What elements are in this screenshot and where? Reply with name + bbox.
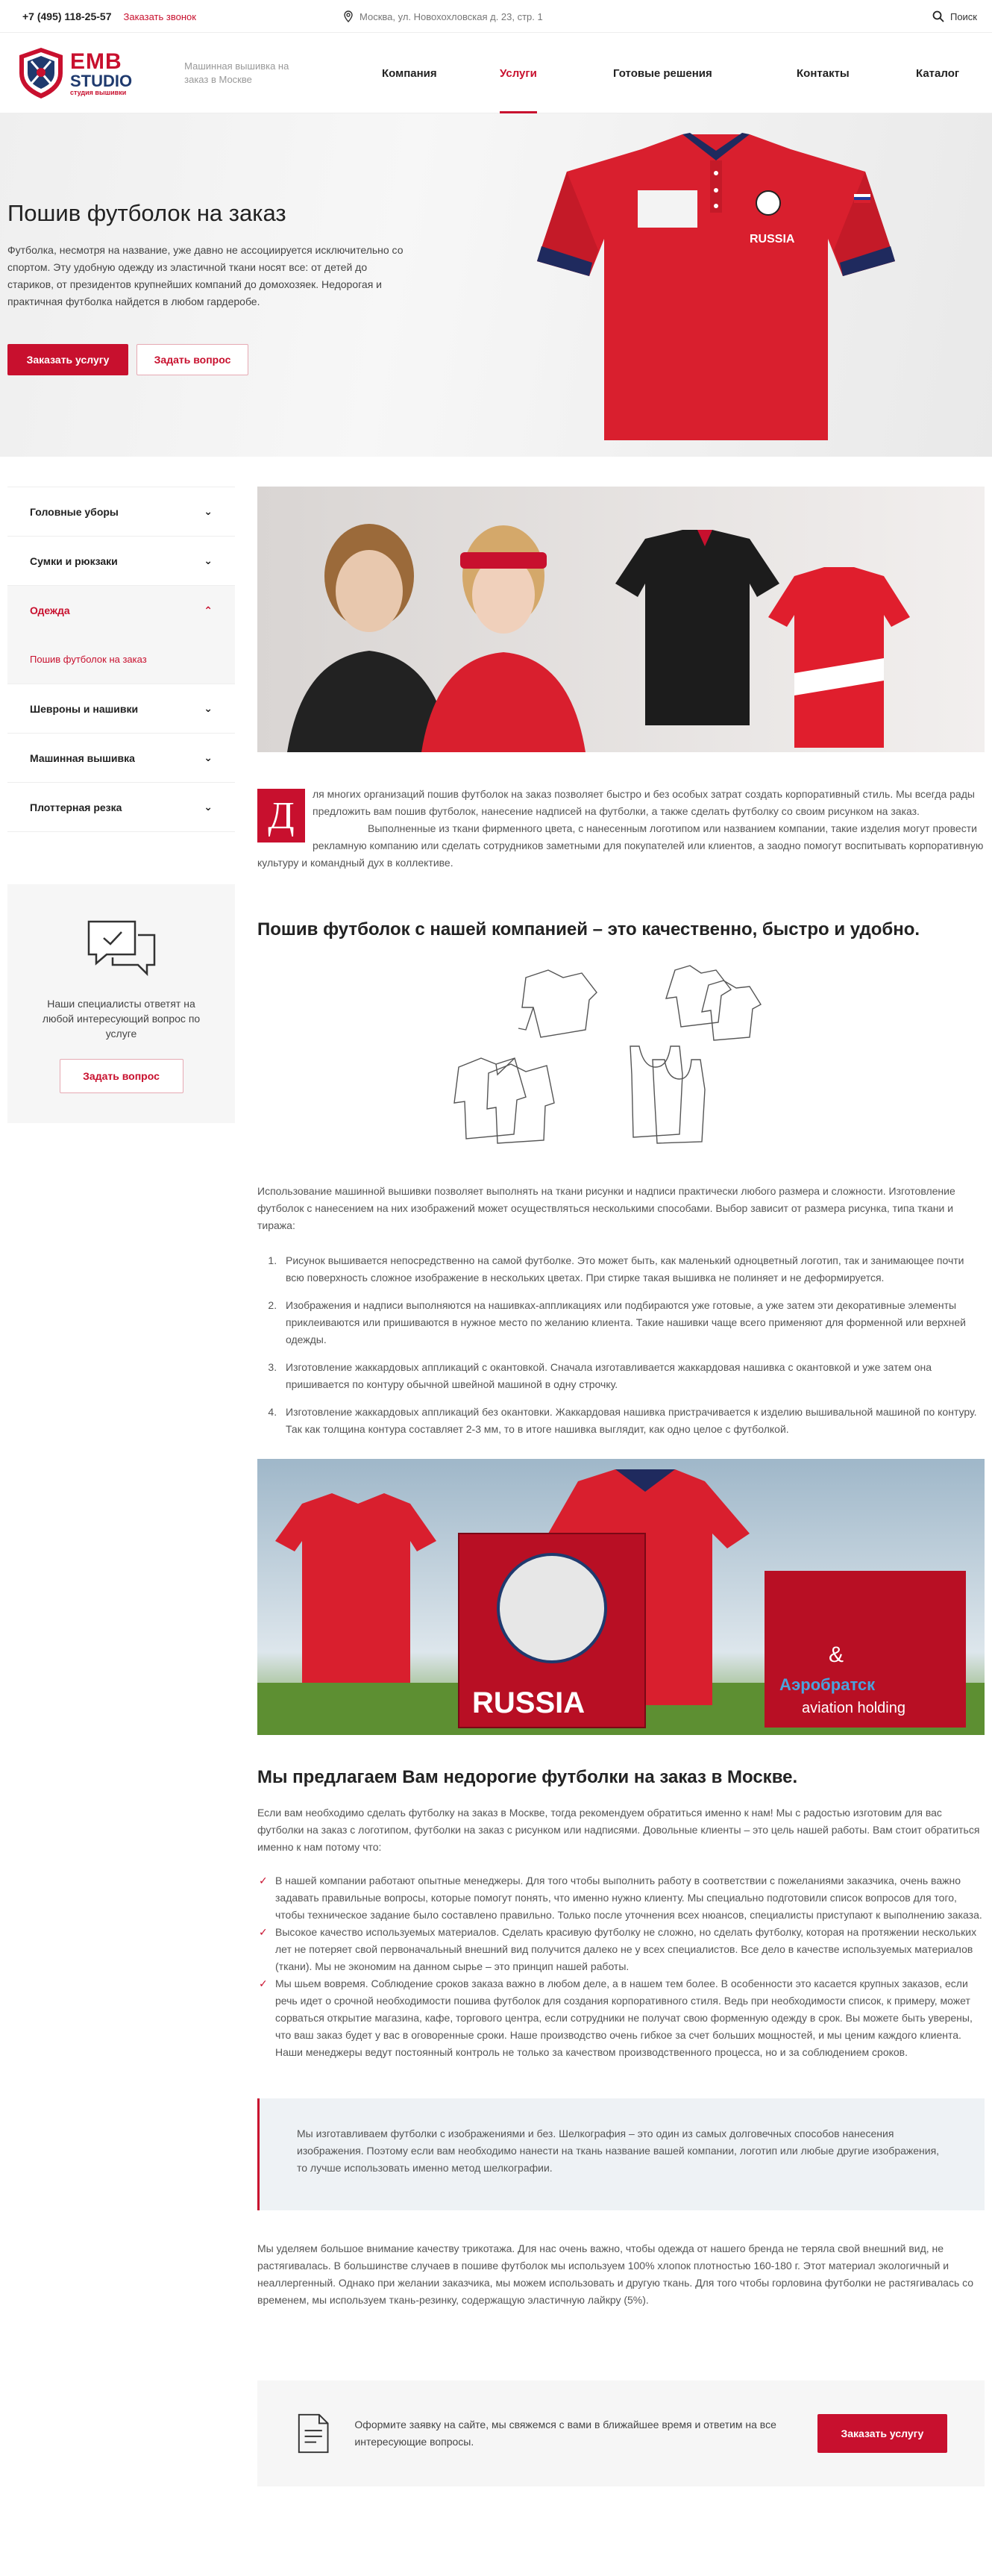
- chevron-down-icon: ⌄: [204, 554, 213, 566]
- nav-contacts[interactable]: Контакты: [797, 66, 850, 80]
- header: [0, 33, 992, 113]
- sidebar-item-bags[interactable]: [7, 537, 235, 586]
- logo-shield-icon: [16, 46, 66, 100]
- embroidery-examples-image: [257, 1459, 985, 1735]
- section-title-quality: Пошив футболок с нашей компанией – это качественно, быстро и удобно.: [257, 919, 920, 940]
- sidebar-item-patches[interactable]: [7, 684, 235, 734]
- banner-aero-text: Аэробратск: [779, 1675, 876, 1694]
- top-bar: [0, 0, 992, 33]
- section-title-offer: Мы предлагаем Вам недорогие футболки на заказ в Москве.: [257, 1767, 798, 1787]
- list-item: ✓ В нашей компании работают опытные менеджеры. Для того чтобы выполнить работу в соответствии с пожеланиями заказчика, очень важно задавать правильные вопросы, которые помогут понять, что именно нужно клиенту. Мы специально подготовили список вопросов для того, чтобы техническое задание было составлено правильно. Только после уточнения всех нюансов, специалисты приступают к выполнению заказа.: [257, 1872, 985, 1924]
- offer-paragraph: Если вам необходимо сделать футболку на заказ в Москве, тогда рекомендуем обратиться именно к нам! Мы с радостью изготовим для вас футболки на заказ с логотипом, футболки на заказ с рисунком или надписями. Довольные клиенты – это цель нашей работы. Вам стоит обратиться именно к нам потому что:: [257, 1807, 980, 1853]
- reasons-list: [257, 1872, 985, 2061]
- sidebar-item-embroidery[interactable]: [7, 734, 235, 783]
- help-text: Наши специалисты ответят на любой интересующий вопрос по услуге: [42, 998, 201, 1040]
- people-photo: [257, 487, 985, 752]
- address: [343, 10, 543, 22]
- sidebar-item-label: Шевроны и нашивки: [30, 702, 139, 715]
- hero-text: Футболка, несмотря на название, уже давно не ассоциируется исключительно со спортом. Эту удобную одежду из эластичной ткани носят все: от детей до стариков, от президентов крупнейших компаний до домохозяек. Недорогая и практичная футболка найдется в любом гардеробе.: [7, 244, 404, 307]
- callout-order-button[interactable]: Заказать услугу: [817, 2414, 947, 2453]
- logo-line-1: EMB: [70, 49, 122, 74]
- callout-text: Оформите заявку на сайте, мы свяжемся с вами в ближайшее время и ответим на все интересующие вопросы.: [354, 2419, 776, 2448]
- help-ask-button[interactable]: Задать вопрос: [60, 1059, 183, 1093]
- list-item: 1. Рисунок вышивается непосредственно на самой футболке. Это может быть, как маленький одноцветный логотип, так и занимающее почти всю поверхность сложное изображение в нескольких цветах. При стирке такая вышивка не полиняет и не деформируется.: [280, 1252, 985, 1287]
- sidebar-item-label: Одежда: [30, 604, 70, 616]
- main-area: [7, 457, 985, 2486]
- svg-text:RUSSIA: RUSSIA: [750, 233, 795, 246]
- sidebar-item-label: Головные уборы: [30, 505, 119, 518]
- order-service-button[interactable]: Заказать услугу: [7, 344, 128, 375]
- search-button[interactable]: [932, 10, 977, 22]
- logo-line-2: STUDIO: [70, 71, 133, 90]
- sidebar-item-clothing[interactable]: [7, 586, 235, 635]
- svg-text:&: &: [829, 1642, 844, 1667]
- sidebar-subitem-tshirts[interactable]: Пошив футболок на заказ: [7, 635, 235, 684]
- sidebar-item-headwear[interactable]: [7, 487, 235, 537]
- page-title: Пошив футболок на заказ: [7, 200, 286, 226]
- list-item: 2. Изображения и надписи выполняются на нашивках-аппликациях или подбираются уже готовые, а уже затем эти декоративные элементы приклеиваются или пришиваются в нужное место по желанию клиента. Такие нашивки чаще всего применяют для форменной или верхней одежды.: [280, 1297, 985, 1348]
- intro-paragraph-1: ля многих организаций пошив футболок на заказ позволяет быстро и без особых затрат создать корпоративный стиль. Мы всегда рады предложить вам пошив футболок, нанесение надписей на футболки, а также сделать футболку со своим рисунком на заказ.: [313, 788, 975, 817]
- side-menu: [7, 487, 235, 832]
- list-item: 4. Изготовление жаккардовых аппликаций без окантовки. Жаккардовая нашивка пристрачивается к изделию вышивальной машиной по контуру. Так как толщина контура составляет 2-3 мм, то в итоге нашивка выглядит, как одно целое с футболкой.: [280, 1404, 985, 1438]
- list-item: 3. Изготовление жаккардовых аппликаций с окантовкой. Сначала изготавливается жаккардовая нашивка с окантовкой и уже затем она пришивается по контуру обычной швейной машиной в одну строчку.: [280, 1359, 985, 1393]
- methods-paragraph: Использование машинной вышивки позволяет выполнять на ткани рисунки и надписи практически любого размера и сложности. Изготовление футболок с нанесением на них изображений может осуществляться несколькими способами. Выбор зависит от размера рисунка, типа ткани и тиража:: [257, 1185, 955, 1231]
- chevron-down-icon: ⌄: [204, 801, 213, 813]
- nav-ready-solutions[interactable]: Готовые решения: [613, 66, 712, 80]
- logo-line-3: студия вышивки: [70, 88, 127, 96]
- list-item: ✓ Мы шьем вовремя. Соблюдение сроков заказа важно в любом деле, а в нашем тем более. В особенности это касается крупных заказов, если речь идет о срочной необходимости пошива футболок для создания корпоративного стиля. Ведь при необходимости список, к примеру, может сорваться открытие магазина, кафе, торгового центра, если сотрудники не получат свою форменную одежду в срок. Вы можете быть уверены, что ваш заказ будет у вас в оговоренные сроки. Наше производство очень гибкое за счет больших мощностей, и мы ценим каждого клиента. Наши менеджеры ведут постоянный контроль не только за качеством производственного процесса, но и за соблюдением сроков.: [257, 1975, 985, 2061]
- nav-services[interactable]: Услуги: [500, 33, 537, 113]
- sidebar-item-label: Машинная вышивка: [30, 751, 135, 764]
- sidebar-item-label: Сумки и рюкзаки: [30, 554, 118, 567]
- logo[interactable]: [16, 46, 132, 100]
- chevron-down-icon: ⌄: [204, 702, 213, 714]
- silkscreen-quote: Мы изготавливаем футболки с изображениями и без. Шелкография – это один из самых долговечных способов нанесения изображения. Поэтому если вам необходимо нанести на ткань название вашей компании, логотип или любые другие изображения, то лучше использовать именно метод шелкографии.: [257, 2098, 985, 2210]
- methods-list: [280, 1252, 985, 1438]
- shirt-sketch-image: [444, 963, 787, 1149]
- search-label: Поиск: [949, 10, 977, 22]
- dropcap: Д: [257, 789, 305, 842]
- document-form-icon: [295, 2411, 330, 2456]
- intro-paragraph-2: Выполненные из ткани фирменного цвета, с нанесенным логотипом или названием компании, такие изделия могут провести рекламную компанию или сделать сотрудников заметными для покупателей или клиентов, а заодно помогут воспитывать корпоративную культуру и командный дух в коллективе.: [257, 822, 984, 869]
- address-text: Москва, ул. Новохохловская д. 23, стр. 1: [360, 10, 543, 22]
- sidebar-item-plotter[interactable]: [7, 783, 235, 832]
- list-item: ✓ Высокое качество используемых материалов. Сделать красивую футболку не сложно, но сделать футболку, которая на протяжении нескольких лет не потеряет свой первоначальный внешний вид получится далеко не у всех специалистов. Все дело в качестве используемых материалов (ткани). Мы не экономим на данном сырье – это принцип нашей работы.: [257, 1924, 985, 1975]
- chevron-up-icon: ⌃: [204, 604, 213, 616]
- nav-company[interactable]: Компания: [382, 66, 437, 80]
- help-box: [7, 884, 235, 1123]
- sidebar: [7, 487, 235, 2486]
- chevron-down-icon: ⌄: [204, 751, 213, 763]
- chevron-down-icon: ⌄: [204, 505, 213, 517]
- chat-bubbles-icon: [86, 919, 157, 980]
- location-pin-icon: [343, 10, 354, 22]
- banner-aviation-text: aviation holding: [802, 1700, 905, 1716]
- intro: [257, 786, 985, 872]
- ask-question-button[interactable]: Задать вопрос: [136, 344, 248, 375]
- polo-shirt-image: [515, 119, 917, 455]
- tagline: Машинная вышивка на заказ в Москве: [184, 60, 289, 85]
- quality-paragraph: Мы уделяем большое внимание качеству трикотажа. Для нас очень важно, чтобы одежда от нашего бренда не теряла свой внешний вид, не растягивалась. В большинстве случаев в пошиве футболок мы используем 100% хлопок плотностью 160-180 г. Этот материал экологичный и неаллергенный. Однако при желании заказчика, мы можем использовать и другую ткань. Для того чтобы горловина футболки не растягивалась со временем, мы используем ткань-резинку, содержащую эластичную лайкру (5%).: [257, 2242, 974, 2306]
- content: [257, 487, 985, 2486]
- main-nav: [362, 33, 985, 113]
- order-callout: [257, 2380, 985, 2486]
- callback-link[interactable]: Заказать звонок: [123, 10, 196, 22]
- search-icon: [932, 10, 944, 22]
- hero: [0, 113, 992, 457]
- nav-catalog[interactable]: Каталог: [916, 66, 960, 80]
- phone-link[interactable]: +7 (495) 118-25-57: [22, 10, 112, 22]
- banner-russia-text: RUSSIA: [472, 1686, 586, 1719]
- sidebar-item-label: Плоттерная резка: [30, 801, 122, 813]
